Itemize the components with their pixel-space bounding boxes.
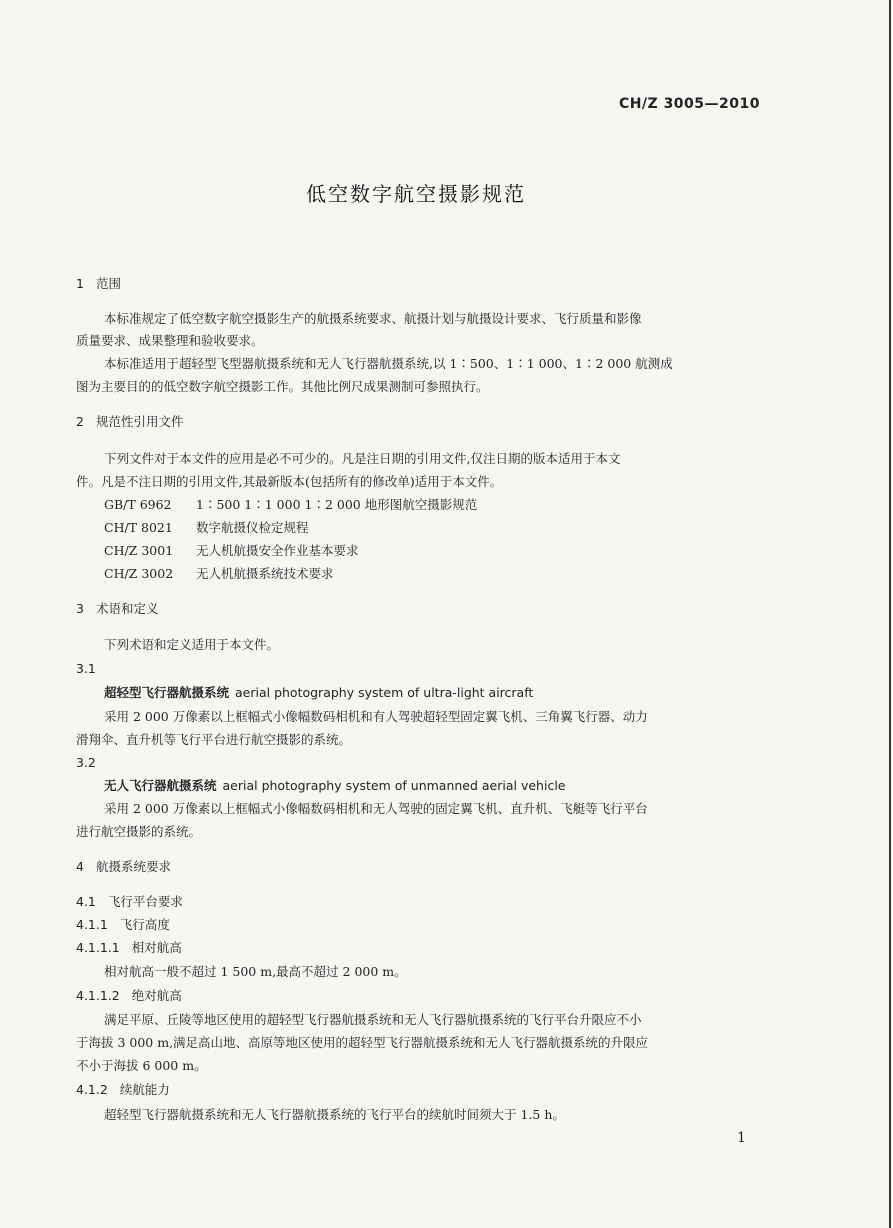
paragraph-line: 不小于海拔 6 000 m。: [76, 1058, 207, 1073]
paragraph-line: 于海拔 3 000 m,满足高山地、高原等地区使用的超轻型飞行器航摄系统和无人飞行器航摄系统的升限应: [76, 1035, 649, 1050]
section-heading-3: 3 术语和定义: [76, 601, 159, 616]
standard-number: CH/Z 3005—2010: [618, 96, 760, 112]
subsection-heading: 4.1.1.2 绝对航高: [76, 988, 182, 1003]
paragraph-line: 超轻型飞行器航摄系统和无人飞行器航摄系统的飞行平台的续航时间须大于 1.5 h。: [104, 1107, 565, 1122]
paragraph-line: 满足平原、丘陵等地区使用的超轻型飞行器航摄系统和无人飞行器航摄系统的飞行平台升限应不小: [104, 1012, 642, 1027]
subsection-heading: 4.1.1.1 相对航高: [76, 940, 182, 955]
paragraph-line: 图为主要目的的低空数字航空摄影工作。其他比例尺成果测制可参照执行。: [76, 379, 489, 394]
reference-item: CH/T 8021 数字航摄仪检定规程: [104, 520, 309, 535]
term-number: 3.2: [76, 755, 96, 770]
section-heading-4: 4 航摄系统要求: [76, 859, 171, 874]
paragraph-line: 下列术语和定义适用于本文件。: [104, 637, 280, 652]
section-heading-1: 1 范围: [76, 276, 121, 291]
subsection-heading: 4.1.2 续航能力: [76, 1082, 170, 1097]
reference-item: GB/T 6962 1∶500 1∶1 000 1∶2 000 地形图航空摄影规范: [104, 497, 478, 512]
term-title: 超轻型飞行器航摄系统 aerial photography system of ultra-light aircraft: [104, 685, 534, 700]
reference-item: CH/Z 3001 无人机航摄安全作业基本要求: [104, 543, 359, 558]
paragraph-line: 本标准适用于超轻型飞型器航摄系统和无人飞行器航摄系统,以 1∶500、1∶1 000、1∶2 000 航测成: [104, 356, 673, 371]
term-number: 3.1: [76, 661, 96, 676]
paragraph-line: 质量要求、成果整理和验收要求。: [76, 333, 264, 348]
paragraph-line: 滑翔伞、直升机等飞行平台进行航空摄影的系统。: [76, 732, 352, 747]
paragraph-line: 进行航空摄影的系统。: [76, 824, 202, 839]
paragraph-line: 采用 2 000 万像素以上框幅式小像幅数码相机和无人驾驶的固定翼飞机、直升机、飞艇等飞行平台: [104, 801, 648, 816]
paragraph-line: 件。凡是不注日期的引用文件,其最新版本(包括所有的修改单)适用于本文件。: [76, 474, 503, 489]
subsection-heading: 4.1 飞行平台要求: [76, 894, 183, 909]
reference-item: CH/Z 3002 无人机航摄系统技术要求: [104, 566, 334, 581]
paragraph-line: 下列文件对于本文件的应用是必不可少的。凡是注日期的引用文件,仅注日期的版本适用于本文: [104, 451, 621, 466]
section-heading-2: 2 规范性引用文件: [76, 414, 184, 429]
page-number: 1: [737, 1130, 746, 1146]
paragraph-line: 采用 2 000 万像素以上框幅式小像幅数码相机和有人驾驶超轻型固定翼飞机、三角翼飞行器、动力: [104, 709, 648, 724]
scan-edge-line: [889, 0, 891, 1228]
paragraph-line: 本标准规定了低空数字航空摄影生产的航摄系统要求、航摄计划与航摄设计要求、飞行质量和影像: [104, 311, 642, 326]
paragraph-line: 相对航高一般不超过 1 500 m,最高不超过 2 000 m。: [104, 964, 407, 979]
document-title: 低空数字航空摄影规范: [306, 182, 526, 206]
subsection-heading: 4.1.1 飞行高度: [76, 917, 170, 932]
term-title: 无人飞行器航摄系统 aerial photography system of unmanned aerial vehicle: [104, 778, 566, 793]
